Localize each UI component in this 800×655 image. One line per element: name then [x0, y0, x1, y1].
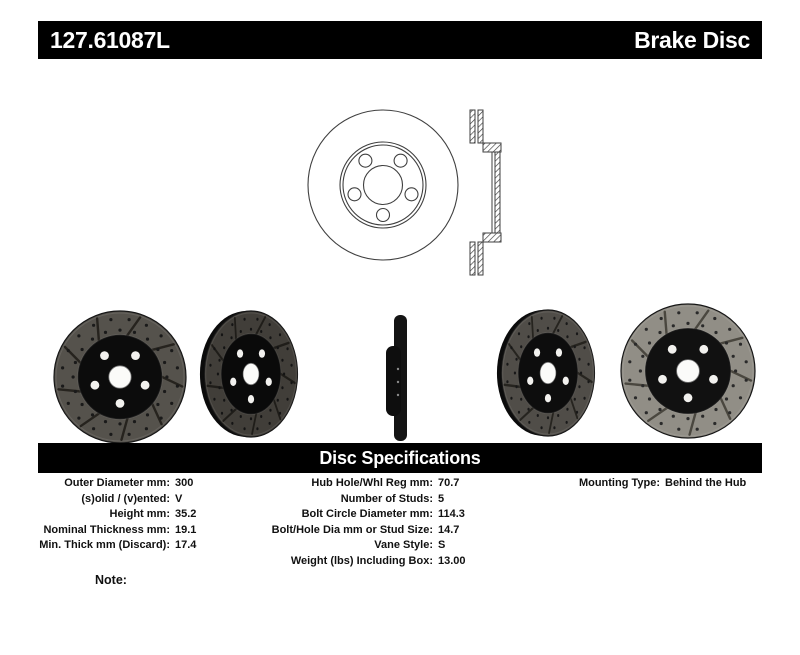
spec-value: 114.3 [438, 508, 465, 521]
spec-label: Hub Hole/Whl Reg mm: [311, 477, 433, 489]
product-type: Brake Disc [634, 26, 750, 53]
spec-row [28, 538, 196, 554]
part-number: 127.61087L [50, 26, 170, 53]
spec-value: 70.7 [438, 477, 460, 489]
spec-section-header [38, 443, 762, 473]
spec-value: 19.1 [175, 523, 197, 536]
spec-label: Bolt Circle Diameter mm: [301, 508, 433, 521]
spec-value: 13.00 [438, 554, 466, 567]
spec-label: Number of Studs: [340, 492, 433, 505]
note-label: Note: [95, 573, 127, 587]
spec-row [248, 554, 466, 570]
spec-label: Vane Style: [374, 539, 433, 552]
spec-value: 35.2 [175, 508, 197, 521]
spec-row [248, 492, 466, 508]
spec-row [248, 523, 466, 539]
spec-value: 300 [175, 477, 194, 489]
spec-column-left [28, 476, 196, 554]
spec-section-title: Disc Specifications [319, 447, 481, 468]
spec-value: 17.4 [175, 539, 197, 552]
spec-value: Behind the Hub [665, 477, 747, 489]
rotor-photo-2 [200, 311, 298, 437]
spec-row [525, 476, 746, 492]
header-bar [38, 21, 762, 59]
spec-label: Min. Thick mm (Discard): [39, 539, 170, 552]
spec-value: 5 [438, 492, 445, 505]
spec-label: (s)olid / (v)ented: [81, 492, 170, 505]
rotor-photo-1 [54, 311, 186, 443]
spec-row [28, 523, 196, 539]
spec-row [28, 507, 196, 523]
spec-row [248, 538, 466, 554]
spec-label: Weight (lbs) Including Box: [290, 554, 433, 567]
spec-value: V [175, 492, 183, 505]
spec-column-middle [248, 476, 466, 570]
spec-label: Mounting Type: [578, 477, 660, 489]
spec-label: Height mm: [109, 508, 170, 521]
spec-row [248, 507, 466, 523]
spec-value: 14.7 [438, 523, 460, 536]
spec-column-right [525, 476, 746, 492]
spec-label: Nominal Thickness mm: [43, 523, 170, 536]
spec-label: Outer Diameter mm: [64, 477, 170, 489]
spec-label: Bolt/Hole Dia mm or Stud Size: [271, 523, 433, 536]
spec-row [28, 492, 196, 508]
rotor-photo-4 [497, 310, 595, 436]
rotor-photo-side-view [386, 315, 407, 441]
spec-row [28, 476, 196, 492]
rotor-photo-5 [621, 304, 755, 438]
spec-row [248, 476, 466, 492]
spec-value: S [438, 539, 446, 552]
